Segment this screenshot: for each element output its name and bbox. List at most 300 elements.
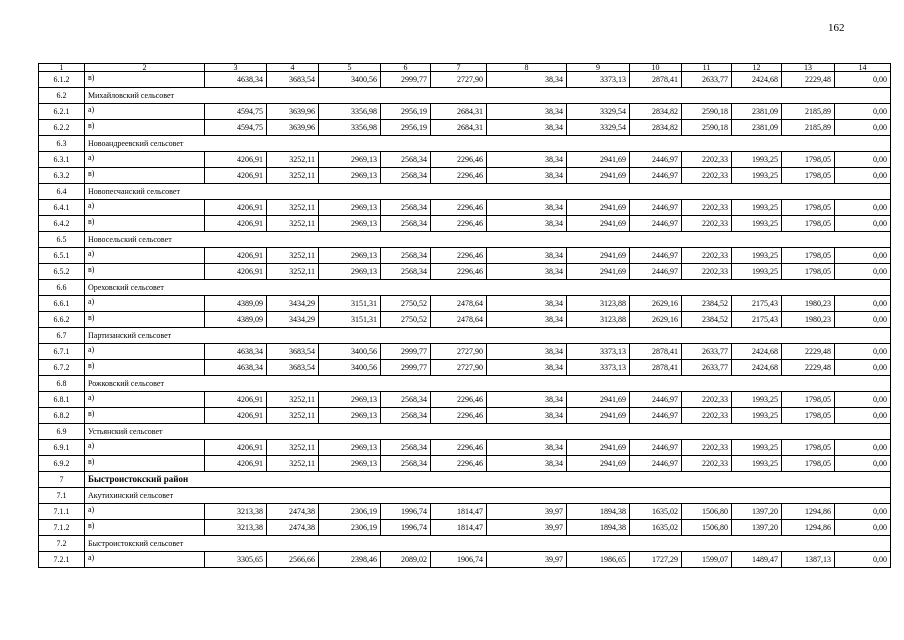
value-cell: 2446,97 <box>630 456 682 472</box>
row-code: 6.5.1 <box>39 248 85 264</box>
row-code: 7.1 <box>39 488 85 504</box>
value-cell: 3639,96 <box>267 120 319 136</box>
value-cell: 1798,05 <box>782 264 835 280</box>
value-cell: 2633,77 <box>682 344 732 360</box>
value-cell: 38,34 <box>487 296 567 312</box>
value-cell: 38,34 <box>487 200 567 216</box>
value-cell: 3252,11 <box>267 216 319 232</box>
value-cell: 38,34 <box>487 312 567 328</box>
value-cell: 3683,54 <box>267 344 319 360</box>
value-cell: 3252,11 <box>267 248 319 264</box>
value-cell: 2296,46 <box>431 456 487 472</box>
value-cell: 3252,11 <box>267 456 319 472</box>
table-header <box>39 64 891 72</box>
value-cell: 1387,13 <box>782 552 835 568</box>
value-cell: 2568,34 <box>381 440 431 456</box>
table-row <box>39 456 891 472</box>
value-cell: 2202,33 <box>682 408 732 424</box>
value-cell: 3329,54 <box>567 104 630 120</box>
value-cell: 2384,52 <box>682 312 732 328</box>
value-cell: 1798,05 <box>782 456 835 472</box>
value-cell: 1993,25 <box>732 440 782 456</box>
value-cell: 1814,47 <box>431 520 487 536</box>
column-number-11: 11 <box>682 64 732 72</box>
row-code: 6.4 <box>39 184 85 200</box>
section-row <box>39 536 891 552</box>
row-code: 6.9 <box>39 424 85 440</box>
section-title: Партизанский сельсовет <box>85 328 891 344</box>
value-cell: 4206,91 <box>205 216 267 232</box>
value-cell: 2878,41 <box>630 72 682 88</box>
value-cell: 1993,25 <box>732 248 782 264</box>
section-title: Устьянский сельсовет <box>85 424 891 440</box>
row-label: а) <box>85 152 205 168</box>
value-cell: 4638,34 <box>205 72 267 88</box>
value-cell: 2941,69 <box>567 440 630 456</box>
row-label: в) <box>85 360 205 376</box>
section-row <box>39 280 891 296</box>
value-cell: 2296,46 <box>431 152 487 168</box>
row-label: а) <box>85 344 205 360</box>
value-cell: 2202,33 <box>682 264 732 280</box>
value-cell: 0,00 <box>835 152 891 168</box>
value-cell: 4206,91 <box>205 456 267 472</box>
value-cell: 1798,05 <box>782 248 835 264</box>
value-cell: 2878,41 <box>630 344 682 360</box>
value-cell: 38,34 <box>487 392 567 408</box>
section-title: Новоандреевский сельсовет <box>85 136 891 152</box>
value-cell: 1814,47 <box>431 504 487 520</box>
value-cell: 2999,77 <box>381 344 431 360</box>
value-cell: 4206,91 <box>205 168 267 184</box>
value-cell: 1993,25 <box>732 392 782 408</box>
row-code: 6.2.1 <box>39 104 85 120</box>
value-cell: 2999,77 <box>381 72 431 88</box>
row-label: в) <box>85 72 205 88</box>
value-cell: 3252,11 <box>267 392 319 408</box>
value-cell: 2590,18 <box>682 104 732 120</box>
value-cell: 3683,54 <box>267 72 319 88</box>
section-title: Акутихинский сельсовет <box>85 488 891 504</box>
value-cell: 2229,48 <box>782 72 835 88</box>
value-cell: 2750,52 <box>381 312 431 328</box>
row-code: 7.2.1 <box>39 552 85 568</box>
value-cell: 0,00 <box>835 248 891 264</box>
value-cell: 1993,25 <box>732 408 782 424</box>
row-label: а) <box>85 296 205 312</box>
column-number-7: 7 <box>431 64 487 72</box>
value-cell: 2381,09 <box>732 120 782 136</box>
column-number-12: 12 <box>732 64 782 72</box>
value-cell: 2566,66 <box>267 552 319 568</box>
value-cell: 0,00 <box>835 200 891 216</box>
value-cell: 0,00 <box>835 312 891 328</box>
value-cell: 2446,97 <box>630 248 682 264</box>
value-cell: 2296,46 <box>431 168 487 184</box>
row-label: в) <box>85 168 205 184</box>
value-cell: 38,34 <box>487 104 567 120</box>
row-label: а) <box>85 104 205 120</box>
column-number-8: 8 <box>487 64 567 72</box>
value-cell: 2956,19 <box>381 120 431 136</box>
value-cell: 2727,90 <box>431 72 487 88</box>
value-cell: 38,34 <box>487 216 567 232</box>
value-cell: 2202,33 <box>682 456 732 472</box>
value-cell: 2878,41 <box>630 360 682 376</box>
value-cell: 1635,02 <box>630 504 682 520</box>
row-label: а) <box>85 504 205 520</box>
row-code: 6.5.2 <box>39 264 85 280</box>
value-cell: 2969,13 <box>319 152 381 168</box>
value-cell: 2956,19 <box>381 104 431 120</box>
table-row <box>39 408 891 424</box>
value-cell: 2175,43 <box>732 296 782 312</box>
value-cell: 2629,16 <box>630 312 682 328</box>
value-cell: 38,34 <box>487 264 567 280</box>
value-cell: 1798,05 <box>782 152 835 168</box>
row-label: а) <box>85 248 205 264</box>
value-cell: 2185,89 <box>782 120 835 136</box>
value-cell: 2941,69 <box>567 408 630 424</box>
value-cell: 2202,33 <box>682 440 732 456</box>
row-code: 6.6 <box>39 280 85 296</box>
value-cell: 2969,13 <box>319 168 381 184</box>
row-label: в) <box>85 520 205 536</box>
table-row <box>39 168 891 184</box>
value-cell: 2474,38 <box>267 504 319 520</box>
row-code: 6.7.2 <box>39 360 85 376</box>
row-label: а) <box>85 552 205 568</box>
table-row <box>39 216 891 232</box>
value-cell: 4594,75 <box>205 104 267 120</box>
value-cell: 3683,54 <box>267 360 319 376</box>
value-cell: 2834,82 <box>630 120 682 136</box>
section-row <box>39 328 891 344</box>
value-cell: 3252,11 <box>267 200 319 216</box>
value-cell: 4206,91 <box>205 408 267 424</box>
value-cell: 39,97 <box>487 520 567 536</box>
column-number-4: 4 <box>267 64 319 72</box>
value-cell: 4206,91 <box>205 248 267 264</box>
value-cell: 1980,23 <box>782 312 835 328</box>
value-cell: 2474,38 <box>267 520 319 536</box>
section-row <box>39 376 891 392</box>
section-row <box>39 472 891 488</box>
value-cell: 38,34 <box>487 408 567 424</box>
value-cell: 1986,65 <box>567 552 630 568</box>
value-cell: 4206,91 <box>205 152 267 168</box>
table-row <box>39 312 891 328</box>
table-row <box>39 152 891 168</box>
value-cell: 2306,19 <box>319 504 381 520</box>
value-cell: 2568,34 <box>381 248 431 264</box>
value-cell: 3373,13 <box>567 360 630 376</box>
value-cell: 0,00 <box>835 168 891 184</box>
value-cell: 1980,23 <box>782 296 835 312</box>
row-label: в) <box>85 120 205 136</box>
value-cell: 1798,05 <box>782 408 835 424</box>
value-cell: 2478,64 <box>431 312 487 328</box>
value-cell: 2568,34 <box>381 200 431 216</box>
value-cell: 1996,74 <box>381 504 431 520</box>
row-label: а) <box>85 392 205 408</box>
value-cell: 2202,33 <box>682 216 732 232</box>
value-cell: 38,34 <box>487 152 567 168</box>
table-row <box>39 248 891 264</box>
value-cell: 2969,13 <box>319 440 381 456</box>
value-cell: 0,00 <box>835 120 891 136</box>
section-title: Ореховский сельсовет <box>85 280 891 296</box>
row-code: 6.4.2 <box>39 216 85 232</box>
value-cell: 2446,97 <box>630 152 682 168</box>
value-cell: 2969,13 <box>319 264 381 280</box>
value-cell: 4389,09 <box>205 312 267 328</box>
value-cell: 38,34 <box>487 168 567 184</box>
row-code: 6.9.2 <box>39 456 85 472</box>
table-row <box>39 360 891 376</box>
row-label: а) <box>85 200 205 216</box>
value-cell: 1894,38 <box>567 520 630 536</box>
value-cell: 2568,34 <box>381 264 431 280</box>
value-cell: 39,97 <box>487 552 567 568</box>
value-cell: 1489,47 <box>732 552 782 568</box>
value-cell: 38,34 <box>487 344 567 360</box>
value-cell: 1294,86 <box>782 504 835 520</box>
column-number-13: 13 <box>782 64 835 72</box>
row-label: в) <box>85 408 205 424</box>
section-title: Быстроистокский район <box>85 472 891 488</box>
row-code: 6.9.1 <box>39 440 85 456</box>
value-cell: 4389,09 <box>205 296 267 312</box>
value-cell: 2969,13 <box>319 408 381 424</box>
value-cell: 38,34 <box>487 360 567 376</box>
value-cell: 2384,52 <box>682 296 732 312</box>
value-cell: 1906,74 <box>431 552 487 568</box>
section-title: Рожковский сельсовет <box>85 376 891 392</box>
table-body <box>39 72 891 568</box>
row-code: 7 <box>39 472 85 488</box>
value-cell: 0,00 <box>835 440 891 456</box>
value-cell: 3373,13 <box>567 344 630 360</box>
value-cell: 1798,05 <box>782 168 835 184</box>
table-row <box>39 264 891 280</box>
value-cell: 2969,13 <box>319 216 381 232</box>
value-cell: 0,00 <box>835 344 891 360</box>
value-cell: 0,00 <box>835 264 891 280</box>
value-cell: 1798,05 <box>782 216 835 232</box>
value-cell: 4206,91 <box>205 392 267 408</box>
value-cell: 2750,52 <box>381 296 431 312</box>
section-title: Новопесчанский сельсовет <box>85 184 891 200</box>
value-cell: 2633,77 <box>682 360 732 376</box>
value-cell: 38,34 <box>487 440 567 456</box>
value-cell: 2446,97 <box>630 264 682 280</box>
value-cell: 0,00 <box>835 520 891 536</box>
value-cell: 1635,02 <box>630 520 682 536</box>
value-cell: 1993,25 <box>732 168 782 184</box>
column-number-9: 9 <box>567 64 630 72</box>
row-label: в) <box>85 264 205 280</box>
value-cell: 2941,69 <box>567 200 630 216</box>
value-cell: 1993,25 <box>732 200 782 216</box>
value-cell: 3305,65 <box>205 552 267 568</box>
value-cell: 2568,34 <box>381 152 431 168</box>
value-cell: 2398,46 <box>319 552 381 568</box>
row-code: 6.3.2 <box>39 168 85 184</box>
section-row <box>39 232 891 248</box>
value-cell: 4206,91 <box>205 440 267 456</box>
value-cell: 3400,56 <box>319 72 381 88</box>
row-code: 6.4.1 <box>39 200 85 216</box>
value-cell: 2633,77 <box>682 72 732 88</box>
value-cell: 1798,05 <box>782 200 835 216</box>
value-cell: 2941,69 <box>567 216 630 232</box>
table-row <box>39 296 891 312</box>
section-title: Быстроистокский сельсовет <box>85 536 891 552</box>
value-cell: 2202,33 <box>682 200 732 216</box>
section-title: Михайловский сельсовет <box>85 88 891 104</box>
value-cell: 2185,89 <box>782 104 835 120</box>
value-cell: 2568,34 <box>381 456 431 472</box>
tariff-table <box>38 63 891 568</box>
value-cell: 3123,88 <box>567 296 630 312</box>
column-number-14: 14 <box>835 64 891 72</box>
row-code: 7.2 <box>39 536 85 552</box>
table-row <box>39 344 891 360</box>
value-cell: 38,34 <box>487 248 567 264</box>
table-row <box>39 520 891 536</box>
row-code: 6.1.2 <box>39 72 85 88</box>
value-cell: 4206,91 <box>205 200 267 216</box>
value-cell: 3356,98 <box>319 104 381 120</box>
value-cell: 2941,69 <box>567 264 630 280</box>
value-cell: 2941,69 <box>567 248 630 264</box>
row-code: 6.6.1 <box>39 296 85 312</box>
table-row <box>39 552 891 568</box>
row-code: 7.1.1 <box>39 504 85 520</box>
value-cell: 0,00 <box>835 72 891 88</box>
value-cell: 2424,68 <box>732 72 782 88</box>
value-cell: 3213,38 <box>205 520 267 536</box>
value-cell: 1993,25 <box>732 264 782 280</box>
value-cell: 2941,69 <box>567 456 630 472</box>
value-cell: 2229,48 <box>782 360 835 376</box>
value-cell: 2999,77 <box>381 360 431 376</box>
value-cell: 2727,90 <box>431 344 487 360</box>
column-number-10: 10 <box>630 64 682 72</box>
value-cell: 2089,02 <box>381 552 431 568</box>
value-cell: 3373,13 <box>567 72 630 88</box>
value-cell: 2446,97 <box>630 200 682 216</box>
value-cell: 4206,91 <box>205 264 267 280</box>
value-cell: 2202,33 <box>682 152 732 168</box>
row-label: в) <box>85 456 205 472</box>
value-cell: 1397,20 <box>732 504 782 520</box>
value-cell: 3639,96 <box>267 104 319 120</box>
value-cell: 3213,38 <box>205 504 267 520</box>
row-label: в) <box>85 312 205 328</box>
row-code: 6.8.2 <box>39 408 85 424</box>
value-cell: 3400,56 <box>319 360 381 376</box>
value-cell: 1506,80 <box>682 504 732 520</box>
value-cell: 2684,31 <box>431 104 487 120</box>
row-label: а) <box>85 440 205 456</box>
value-cell: 0,00 <box>835 296 891 312</box>
row-label: в) <box>85 216 205 232</box>
value-cell: 2202,33 <box>682 392 732 408</box>
table-row <box>39 200 891 216</box>
value-cell: 1397,20 <box>732 520 782 536</box>
section-title: Новосельский сельсовет <box>85 232 891 248</box>
row-code: 6.3 <box>39 136 85 152</box>
value-cell: 39,97 <box>487 504 567 520</box>
value-cell: 0,00 <box>835 408 891 424</box>
value-cell: 38,34 <box>487 456 567 472</box>
value-cell: 2296,46 <box>431 200 487 216</box>
value-cell: 2229,48 <box>782 344 835 360</box>
value-cell: 0,00 <box>835 216 891 232</box>
row-code: 6.2 <box>39 88 85 104</box>
value-cell: 2296,46 <box>431 264 487 280</box>
value-cell: 0,00 <box>835 392 891 408</box>
value-cell: 4638,34 <box>205 360 267 376</box>
value-cell: 2590,18 <box>682 120 732 136</box>
value-cell: 0,00 <box>835 552 891 568</box>
value-cell: 1894,38 <box>567 504 630 520</box>
value-cell: 1599,07 <box>682 552 732 568</box>
value-cell: 1798,05 <box>782 440 835 456</box>
value-cell: 2969,13 <box>319 200 381 216</box>
page-number: 162 <box>828 22 845 34</box>
value-cell: 3123,88 <box>567 312 630 328</box>
value-cell: 3356,98 <box>319 120 381 136</box>
value-cell: 2446,97 <box>630 168 682 184</box>
value-cell: 1993,25 <box>732 152 782 168</box>
value-cell: 3434,29 <box>267 312 319 328</box>
value-cell: 2568,34 <box>381 392 431 408</box>
value-cell: 0,00 <box>835 360 891 376</box>
value-cell: 2969,13 <box>319 392 381 408</box>
value-cell: 1993,25 <box>732 456 782 472</box>
value-cell: 2727,90 <box>431 360 487 376</box>
row-code: 6.7 <box>39 328 85 344</box>
value-cell: 2478,64 <box>431 296 487 312</box>
value-cell: 2941,69 <box>567 392 630 408</box>
column-number-row <box>39 64 891 72</box>
value-cell: 0,00 <box>835 456 891 472</box>
value-cell: 2296,46 <box>431 408 487 424</box>
row-code: 6.5 <box>39 232 85 248</box>
value-cell: 2446,97 <box>630 408 682 424</box>
column-number-3: 3 <box>205 64 267 72</box>
value-cell: 2381,09 <box>732 104 782 120</box>
value-cell: 3252,11 <box>267 152 319 168</box>
value-cell: 2424,68 <box>732 360 782 376</box>
value-cell: 3151,31 <box>319 296 381 312</box>
row-code: 6.2.2 <box>39 120 85 136</box>
column-number-2: 2 <box>85 64 205 72</box>
value-cell: 4594,75 <box>205 120 267 136</box>
value-cell: 2306,19 <box>319 520 381 536</box>
value-cell: 38,34 <box>487 72 567 88</box>
table-row <box>39 440 891 456</box>
value-cell: 3329,54 <box>567 120 630 136</box>
value-cell: 2568,34 <box>381 408 431 424</box>
value-cell: 2834,82 <box>630 104 682 120</box>
row-code: 7.1.2 <box>39 520 85 536</box>
table-row <box>39 504 891 520</box>
value-cell: 2446,97 <box>630 216 682 232</box>
